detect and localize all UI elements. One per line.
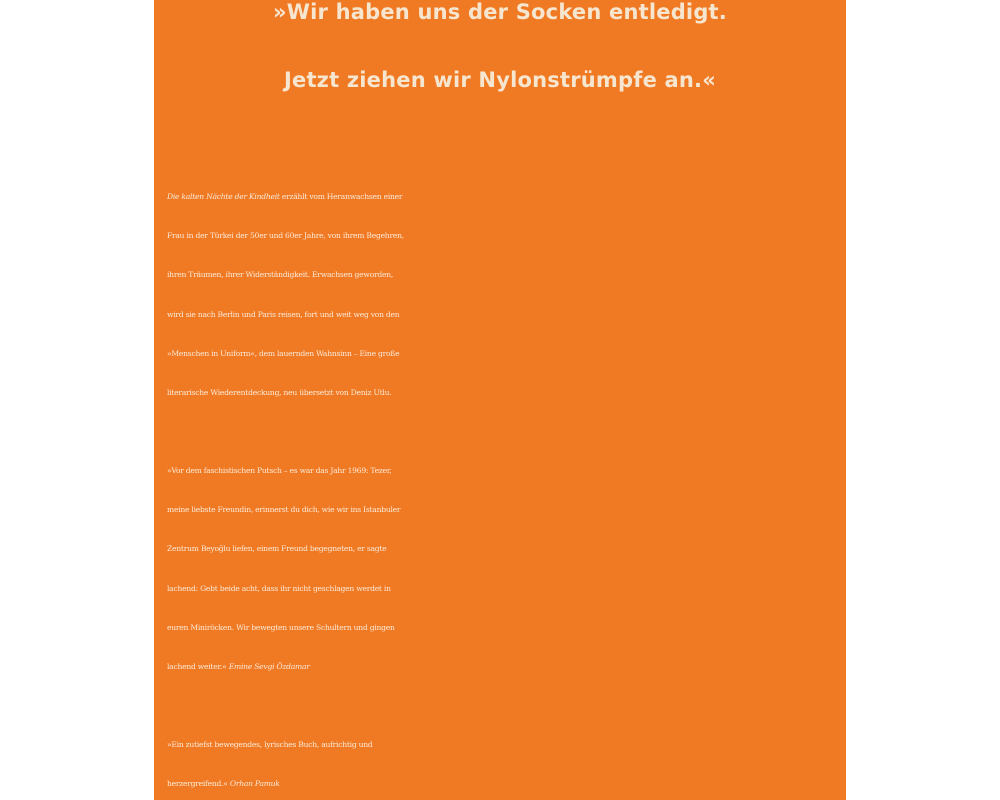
blurb-line-2: Frau in der Türkei der 50er und 60er Jahre, von ihrem Begehren, (167, 231, 404, 241)
blurb-line-4: wird sie nach Berlin und Paris reisen, fort und weit weg von den (167, 309, 400, 319)
quote-ozdamar (167, 451, 846, 686)
blurb-paragraph (167, 177, 846, 412)
quote2-author: Orhan Pamuk (229, 779, 280, 789)
quote1-line-6-text: lachend weiter.« (167, 662, 229, 672)
quote2-line-2 (167, 764, 846, 800)
blurb-line-1-rest: erzählt vom Heranwachsen einer (279, 192, 403, 201)
blurb-line-3: ihren Träumen, ihrer Widerständigkeit. Erwachsen geworden, (167, 270, 394, 280)
book-back-cover (154, 0, 846, 800)
headline-line-2: Jetzt ziehen wir Nylonstrümpfe an.« (283, 68, 716, 92)
quote-pamuk (167, 725, 846, 800)
quote2-line-1: »Ein zutiefst bewegendes, lyrisches Buch, aufrichtig und (167, 740, 373, 749)
quote1-line-6 (167, 647, 846, 686)
quote1-line-5: euren Miniröcken. Wir bewegten unsere Schultern und gingen (167, 622, 395, 632)
quote1-line-4: lachend: Gebt beide acht, dass ihr nicht geschlagen werdet in (167, 583, 391, 593)
quote1-line-2: meine liebste Freundin, erinnerst du dich, wie wir ins Istanbuler (167, 505, 401, 515)
blurb-line-6: literarische Wiederentdeckung, neu übersetzt von Deniz Utlu. (167, 388, 392, 398)
headline-line-1: »Wir haben uns der Socken entledigt. (273, 0, 727, 24)
quote1-line-1: »Vor dem faschistischen Putsch – es war das Jahr 1969: Tezer, (167, 466, 392, 475)
quote1-line-3: Zentrum Beyoğlu liefen, einem Freund begegneten, er sagte (167, 544, 387, 554)
quote1-author: Emine Sevgi Özdamar (228, 662, 310, 672)
quote2-line-2-text: herzergreifend.« (167, 779, 230, 789)
blurb-line-5: »Menschen in Uniform«, dem lauernden Wahnsinn – Eine große (167, 348, 400, 358)
book-title: Die kalten Nächte der Kindheit (167, 192, 280, 201)
blurb-line-1 (167, 177, 846, 216)
